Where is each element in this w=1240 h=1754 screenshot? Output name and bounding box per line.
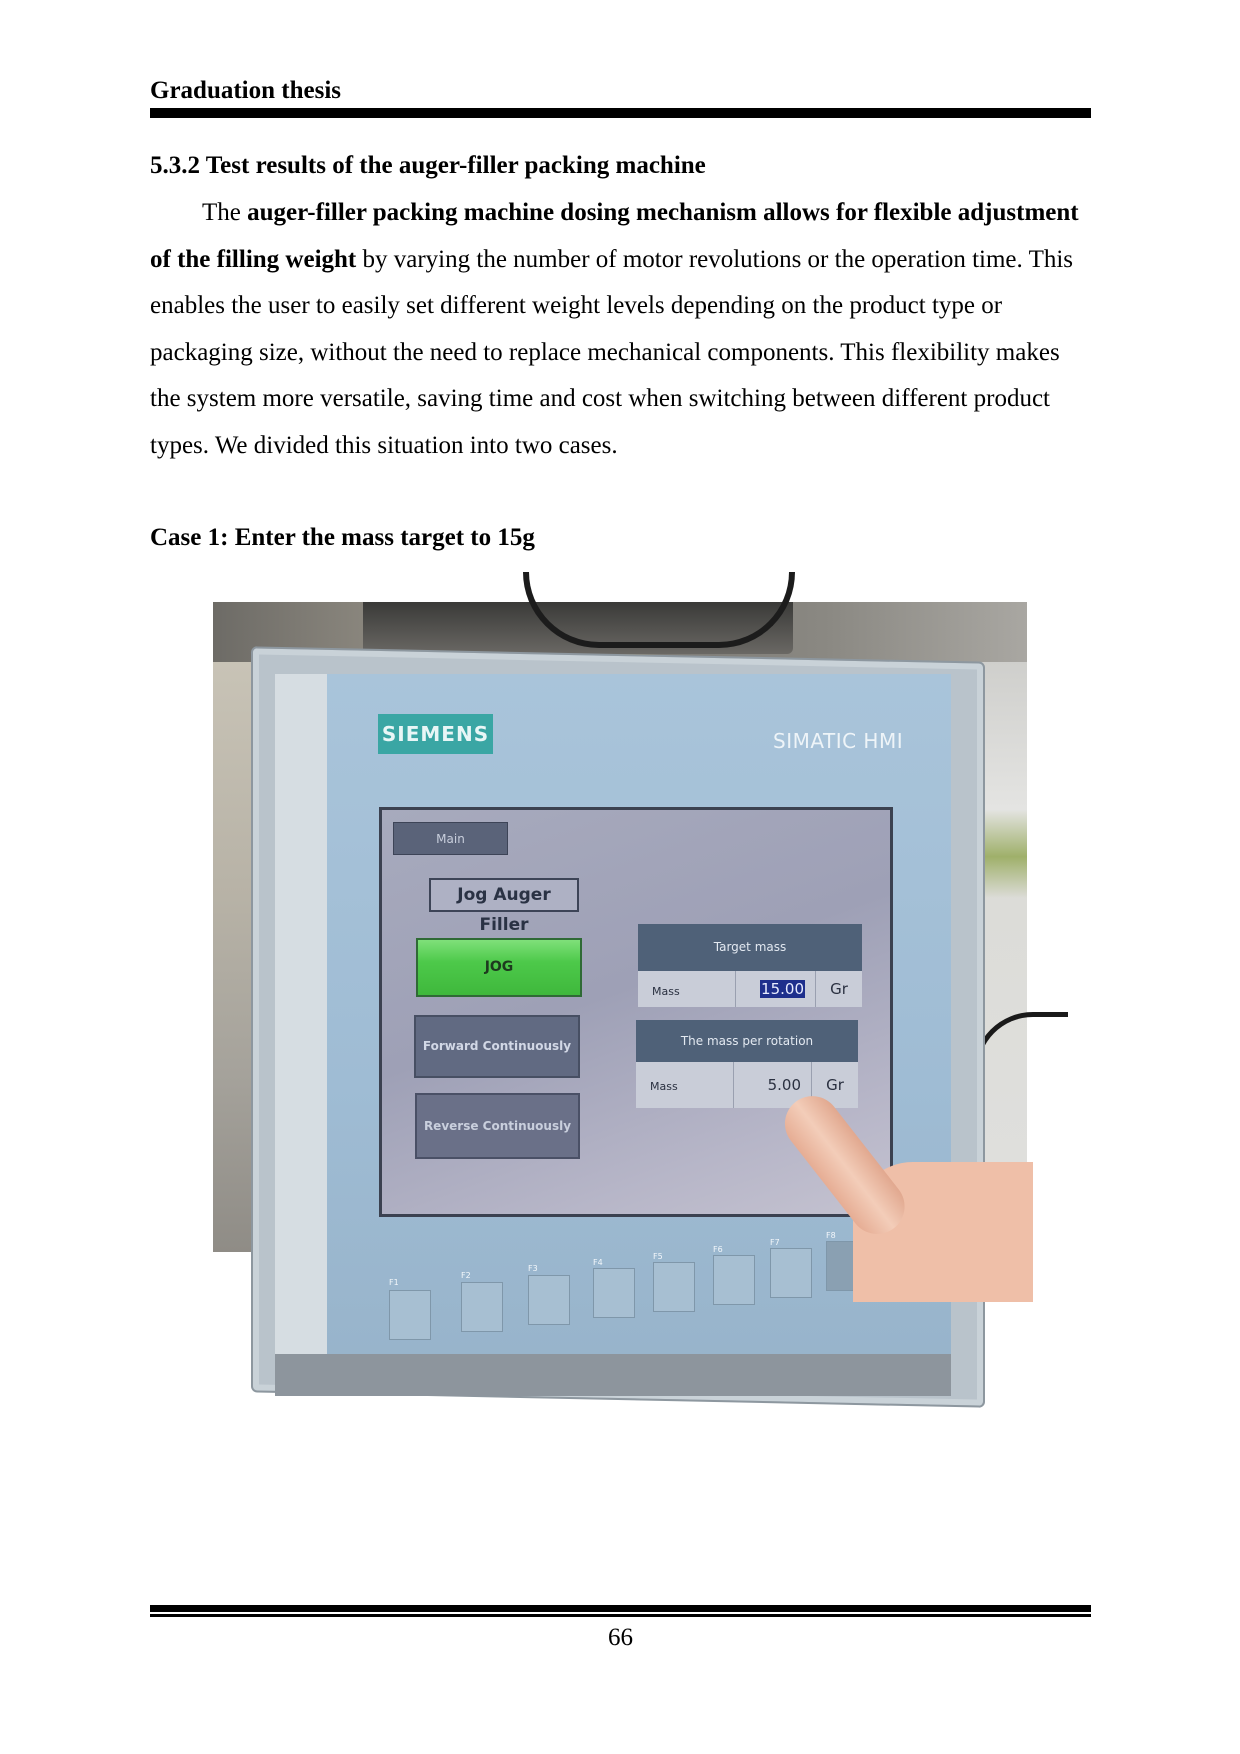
function-key-f3[interactable] [528, 1275, 570, 1325]
footer-rule-thin [150, 1614, 1091, 1617]
case-heading: Case 1: Enter the mass target to 15g [150, 524, 535, 551]
mass-per-rotation-panel [636, 1020, 858, 1108]
fkey-label-f5: F5 [653, 1252, 663, 1261]
running-head: Graduation thesis [150, 77, 342, 104]
target-mass-panel [638, 924, 862, 1007]
hmi-photo [213, 602, 1027, 1287]
mass-per-rotation-header: The mass per rotation [636, 1020, 858, 1062]
paragraph-lead: The [202, 199, 248, 226]
function-key-f6[interactable] [713, 1255, 755, 1305]
page-number: 66 [608, 1624, 633, 1651]
footer-rule-thick [150, 1605, 1091, 1612]
cable [523, 572, 795, 648]
target-mass-label: Mass [638, 971, 736, 1007]
mass-per-rotation-input[interactable]: 5.00 [734, 1062, 812, 1108]
paragraph-rest: by varying the number of motor revolutions or the operation time. This enables the user to easily set different weight levels depending on the product type or packaging size, without the need to replace mechanical components. This flexibility makes the system more versatile, saving time and cost when switching between different product types. We divided this situation into two cases. [150, 245, 1074, 459]
main-tab-button[interactable]: Main [393, 822, 508, 855]
fkey-label-f1: F1 [389, 1278, 399, 1287]
header-rule [150, 108, 1091, 118]
fkey-label-f7: F7 [770, 1238, 780, 1247]
fkey-label-f3: F3 [528, 1264, 538, 1273]
target-mass-header: Target mass [638, 924, 862, 971]
simatic-hmi-label: SIMATIC HMI [773, 729, 904, 753]
forward-continuously-button[interactable]: Forward Continuously [414, 1015, 580, 1078]
jog-button[interactable]: JOG [416, 938, 582, 997]
hmi-face-left-strip [275, 674, 327, 1354]
fkey-label-f8: F8 [826, 1231, 836, 1240]
mass-per-rotation-unit: Gr [826, 1076, 844, 1094]
fkey-label-f6: F6 [713, 1245, 723, 1254]
function-key-f1[interactable] [389, 1290, 431, 1340]
paragraph-bold: auger-filler packing machine dosing mechanism allows for flexible adjustment of the filling weight [150, 199, 1079, 273]
fkey-label-f4: F4 [593, 1258, 603, 1267]
fkey-label-f2: F2 [461, 1271, 471, 1280]
function-key-f4[interactable] [593, 1268, 635, 1318]
paragraph-text [150, 190, 1095, 470]
section-title: 5.3.2 Test results of the auger-filler packing machine [150, 152, 706, 179]
function-key-f7[interactable] [770, 1248, 812, 1298]
function-key-f2[interactable] [461, 1282, 503, 1332]
target-mass-row [638, 971, 862, 1007]
screen-title: Jog Auger Filler [429, 878, 579, 912]
siemens-logo: SIEMENS [378, 714, 493, 754]
function-key-f5[interactable] [653, 1262, 695, 1312]
target-mass-unit: Gr [830, 980, 848, 998]
target-mass-input[interactable] [736, 971, 816, 1007]
mass-per-rotation-label: Mass [636, 1062, 734, 1108]
function-keys [333, 1231, 933, 1352]
target-mass-value: 15.00 [761, 980, 804, 998]
reverse-continuously-button[interactable]: Reverse Continuously [415, 1093, 580, 1159]
body-paragraph [150, 190, 1095, 470]
hmi-bottom-edge [275, 1354, 951, 1396]
